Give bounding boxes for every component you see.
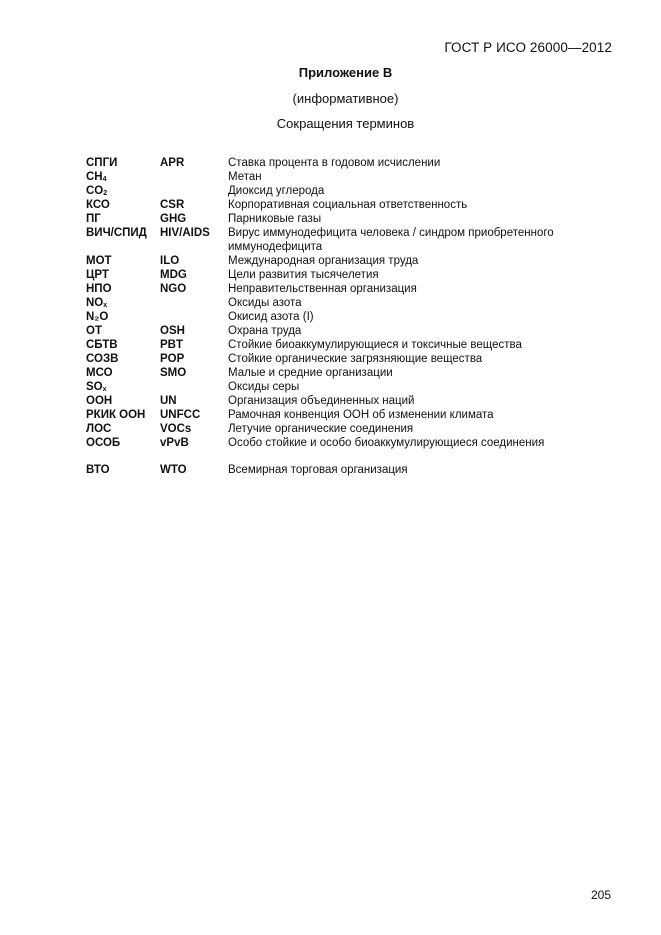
abbreviation-ru-text: ЦРТ [86,269,109,281]
term-definition: Особо стойкие и особо биоаккумулирующиеся соединения [228,437,545,449]
abbreviation-ru-text: МСО [86,367,113,379]
abbreviation-ru [86,366,160,380]
abbreviation-ru [86,226,160,254]
abbreviation-ru [86,408,160,422]
abbreviation-ru [86,198,160,212]
abbreviation-ru-text: SO [86,381,103,393]
abbreviation-ru-text: НПО [86,283,112,295]
abbreviation-ru [86,338,160,352]
abbreviation-ru-text: РКИК ООН [86,409,146,421]
term-row [86,394,606,408]
term-row [86,282,606,296]
abbreviation-ru-text: CO [86,185,104,197]
abbreviation-ru [86,324,160,338]
abbreviation-subscript: x [103,302,108,309]
abbreviation-subscript: 2 [103,190,108,197]
abbreviation-ru [86,184,160,198]
term-definition: Оксиды азота [228,297,302,309]
abbreviation-ru-text: NO [86,297,104,309]
abbreviation-en: MDG [160,269,187,281]
abbreviation-en: PBT [160,339,183,351]
term-definition: Стойкие биоаккумулирующиеся и токсичные вещества [228,339,522,351]
abbreviation-en [160,310,228,324]
term-definition: Цели развития тысячелетия [228,269,379,281]
term-row [86,212,606,226]
abbreviation-en: UN [160,395,177,407]
term-definition: Метан [228,171,262,183]
term-definition: Вирус иммунодефицита человека / синдром приобретенного иммунодефицита [228,227,554,253]
abbreviation-en: UNFCC [160,409,201,421]
term-definition: Парниковые газы [228,213,322,225]
abbreviation-en: WTO [160,464,187,476]
appendix-title: Приложение В [298,65,393,80]
term-row [86,184,606,198]
term-row [86,198,606,212]
abbreviation-ru [86,170,160,184]
abbreviation-ru-text: CH [86,171,103,183]
abbreviation-en [160,296,228,310]
term-row [86,366,606,380]
abbreviation-ru-text: N₂O [86,311,109,323]
abbreviation-ru [86,394,160,408]
abbreviation-ru [86,380,160,394]
term-row [86,296,606,310]
abbreviation-ru-text: ПГ [86,213,101,225]
appendix-heading: Сокращения терминов [276,116,415,131]
abbreviation-ru-text: КСО [86,199,110,211]
abbreviation-en [160,170,228,184]
abbreviation-ru-text: ЛОС [86,423,112,435]
term-definition: Диоксид углерода [228,185,325,197]
abbreviation-ru [86,254,160,268]
abbreviation-en: HIV/AIDS [160,227,210,239]
abbreviation-ru-text: ВТО [86,464,110,476]
appendix-subtitle: (информативное) [292,91,399,106]
term-definition: Ставка процента в годовом исчислении [228,157,441,169]
abbreviation-en: vPvB [160,437,189,449]
abbreviation-ru [86,212,160,226]
term-definition: Неправительственная организация [228,283,417,295]
abbreviation-subscript: 4 [102,176,107,183]
abbreviation-ru [86,352,160,366]
abbreviation-ru-text: ОСОБ [86,437,121,449]
abbreviation-ru [86,463,160,477]
abbreviation-ru-text: СПГИ [86,157,118,169]
abbreviation-en: POP [160,353,185,365]
term-definition: Малые и средние организации [228,367,393,379]
term-row [86,380,606,394]
abbreviation-ru-text: МОТ [86,255,112,267]
term-row [86,352,606,366]
term-row [86,254,606,268]
term-definition: Оксиды серы [228,381,300,393]
abbreviation-en: GHG [160,213,187,225]
abbreviation-en [160,380,228,394]
abbreviation-en: VOCs [160,423,192,435]
abbreviation-en: CSR [160,199,185,211]
standard-designation: ГОСТ Р ИСО 26000—2012 [444,40,612,55]
abbreviation-ru [86,436,160,450]
abbreviation-ru-text: ОТ [86,325,102,337]
abbreviation-en: APR [160,157,185,169]
term-row [86,310,606,324]
term-definition: Охрана труда [228,325,302,337]
abbreviation-ru-text: ВИЧ/СПИД [86,227,147,239]
term-definition: Международная организация труда [228,255,419,267]
term-row [86,436,606,450]
abbreviation-en: OSH [160,325,185,337]
abbreviation-ru [86,282,160,296]
term-row [86,156,606,170]
term-definition: Рамочная конвенция ООН об изменении климата [228,409,494,421]
term-definition: Корпоративная социальная ответственность [228,199,468,211]
term-definition: Стойкие органические загрязняющие вещества [228,353,483,365]
page-number: 205 [590,888,611,902]
abbreviation-ru [86,156,160,170]
abbreviation-en: SMO [160,367,187,379]
abbreviation-en: ILO [160,255,180,267]
abbreviation-ru [86,296,160,310]
term-definition: Окисид азота (I) [228,311,314,323]
term-definition: Организация объединенных наций [228,395,415,407]
abbreviation-ru-text: ООН [86,395,113,407]
term-row [86,268,606,282]
abbreviation-ru [86,422,160,436]
abbreviations-list [86,156,606,477]
term-definition: Всемирная торговая организация [228,464,408,476]
abbreviation-ru [86,310,160,324]
term-row [86,324,606,338]
term-row [86,226,606,254]
term-row [86,338,606,352]
term-row [86,408,606,422]
abbreviation-en: NGO [160,283,187,295]
abbreviation-subscript: x [102,386,107,393]
term-definition: Летучие органические соединения [228,423,414,435]
term-row [86,422,606,436]
term-row [86,170,606,184]
abbreviation-ru [86,268,160,282]
term-row [86,463,606,477]
abbreviation-ru-text: СОЗВ [86,353,119,365]
abbreviation-ru-text: СБТВ [86,339,118,351]
abbreviation-en [160,184,228,198]
